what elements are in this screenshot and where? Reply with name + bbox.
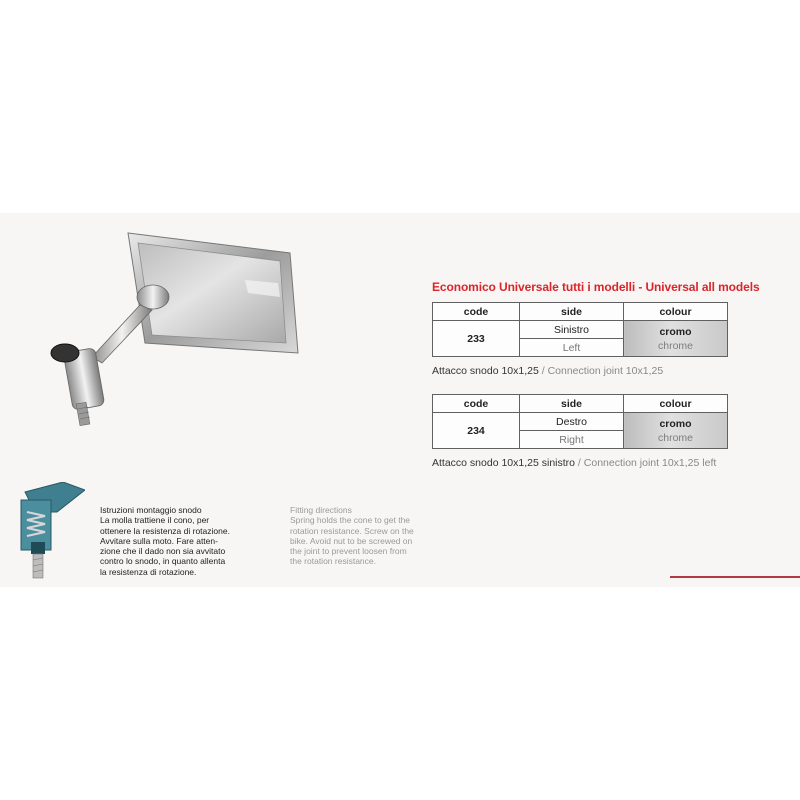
instr-it-line: Avvitare sulla moto. Fare atten- bbox=[100, 535, 218, 546]
joint-italian: Attacco snodo 10x1,25 bbox=[432, 365, 539, 377]
side-italian: Sinistro bbox=[520, 321, 624, 339]
side-italian: Destro bbox=[520, 413, 624, 431]
header-colour: colour bbox=[624, 395, 728, 413]
spec-table-234 bbox=[432, 394, 728, 449]
instructions-english bbox=[290, 505, 460, 567]
header-side: side bbox=[520, 395, 624, 413]
joint-english: / Connection joint 10x1,25 bbox=[538, 365, 664, 377]
instr-en-line: Fitting directions bbox=[290, 505, 352, 515]
colour-english: chrome bbox=[657, 339, 693, 352]
instr-it-line: la resistenza di rotazione. bbox=[100, 566, 197, 577]
joint-english: / Connection joint 10x1,25 left bbox=[575, 457, 717, 469]
instr-en-line: rotation resistance. Screw on the bbox=[290, 525, 414, 536]
header-colour: colour bbox=[624, 303, 728, 321]
colour-italian: cromo bbox=[659, 417, 692, 430]
joint-italian: Attacco snodo 10x1,25 sinistro bbox=[432, 457, 576, 469]
mirror-product-image bbox=[40, 225, 310, 440]
instr-en-line: the joint to prevent loosen from bbox=[290, 546, 407, 557]
instr-it-line: Istruzioni montaggio snodo bbox=[100, 505, 202, 515]
instr-en-line: bike. Avoid nut to be screwed on bbox=[290, 535, 413, 546]
colour-english: chrome bbox=[657, 431, 693, 444]
product-headline: Economico Universale tutti i modelli - Universal all models bbox=[432, 280, 760, 294]
joint-note-233 bbox=[432, 365, 663, 377]
instr-en-line: Spring holds the cone to get the bbox=[290, 515, 411, 526]
side-english: Left bbox=[520, 339, 624, 357]
header-code: code bbox=[433, 395, 520, 413]
product-code: 234 bbox=[433, 413, 520, 449]
header-side: side bbox=[520, 303, 624, 321]
colour-swatch bbox=[624, 413, 728, 449]
instr-it-line: La molla trattiene il cono, per bbox=[100, 515, 210, 526]
joint-note-234 bbox=[432, 457, 716, 469]
instr-it-line: ottenere la resistenza di rotazione. bbox=[100, 525, 230, 536]
colour-italian: cromo bbox=[659, 325, 692, 338]
instr-en-line: the rotation resistance. bbox=[290, 556, 376, 567]
instr-it-line: zione che il dado non sia avvitato bbox=[100, 546, 226, 557]
product-code: 233 bbox=[433, 321, 520, 357]
joint-diagram-image bbox=[15, 482, 85, 582]
footer-divider bbox=[670, 576, 800, 578]
instr-it-line: contro lo snodo, in quanto allenta bbox=[100, 556, 226, 567]
spec-table-233 bbox=[432, 302, 728, 357]
header-code: code bbox=[433, 303, 520, 321]
colour-swatch bbox=[624, 321, 728, 357]
side-english: Right bbox=[520, 431, 624, 449]
instructions-italian bbox=[100, 505, 280, 577]
